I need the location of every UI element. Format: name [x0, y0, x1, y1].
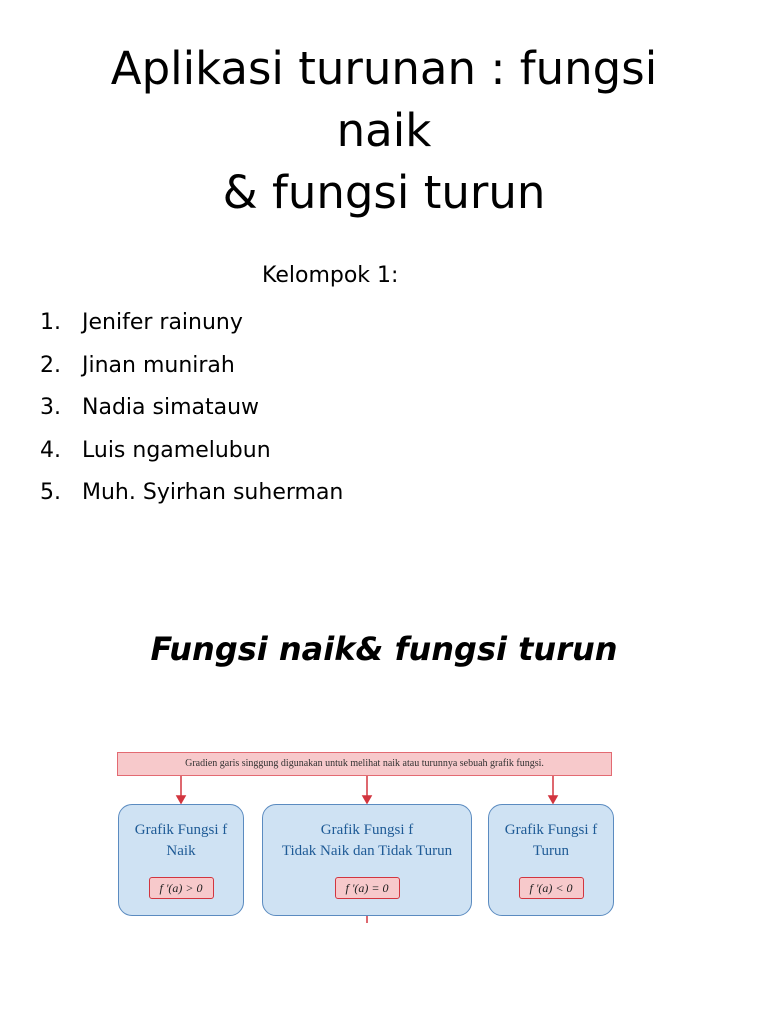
arrowhead-icon — [177, 796, 185, 803]
slide-title-line-3: & fungsi turun — [222, 166, 546, 219]
section-title: Fungsi naik& fungsi turun — [150, 630, 618, 668]
slide-title-line-2: naik — [336, 104, 432, 157]
member-item — [40, 387, 343, 430]
member-name: Luis ngamelubun — [82, 437, 271, 463]
diagram-banner: Gradien garis singgung digunakan untuk melihat naik atau turunnya sebuah grafik fungsi. — [117, 752, 612, 776]
arrowhead-icon — [549, 796, 557, 803]
concept-diagram — [0, 740, 768, 940]
box-title: Grafik Fungsi f — [504, 822, 598, 838]
formula-badge: f '(a) > 0 — [149, 877, 214, 899]
box-subtitle: Turun — [532, 843, 570, 859]
box-title: Grafik Fungsi f — [134, 822, 228, 838]
box-fungsi-turun — [488, 804, 614, 916]
arrowhead-icon — [363, 796, 371, 803]
member-name: Jenifer rainuny — [82, 310, 243, 335]
member-item — [40, 430, 343, 473]
member-number: 5. — [40, 480, 61, 505]
slide-title — [0, 38, 768, 224]
member-list — [40, 302, 343, 515]
group-label: Kelompok 1: — [262, 263, 399, 288]
member-number: 3. — [40, 395, 61, 420]
box-subtitle: Naik — [166, 843, 196, 859]
member-name: Muh. Syirhan suherman — [82, 480, 344, 505]
box-fungsi-naik — [118, 804, 244, 916]
formula-badge: f '(a) < 0 — [519, 877, 584, 899]
box-title: Grafik Fungsi f — [320, 822, 414, 838]
member-number: 4. — [40, 437, 61, 463]
slide-title-line-1: Aplikasi turunan : fungsi — [110, 42, 658, 95]
member-item — [40, 302, 343, 345]
box-fungsi-konstan — [262, 804, 472, 916]
member-number: 2. — [40, 352, 61, 378]
member-name: Nadia simatauw — [82, 395, 260, 420]
box-subtitle: Tidak Naik dan Tidak Turun — [281, 843, 453, 859]
member-number: 1. — [40, 310, 61, 335]
formula-badge: f '(a) = 0 — [335, 877, 400, 899]
member-item — [40, 345, 343, 388]
member-name: Jinan munirah — [82, 352, 235, 378]
member-item — [40, 472, 343, 515]
